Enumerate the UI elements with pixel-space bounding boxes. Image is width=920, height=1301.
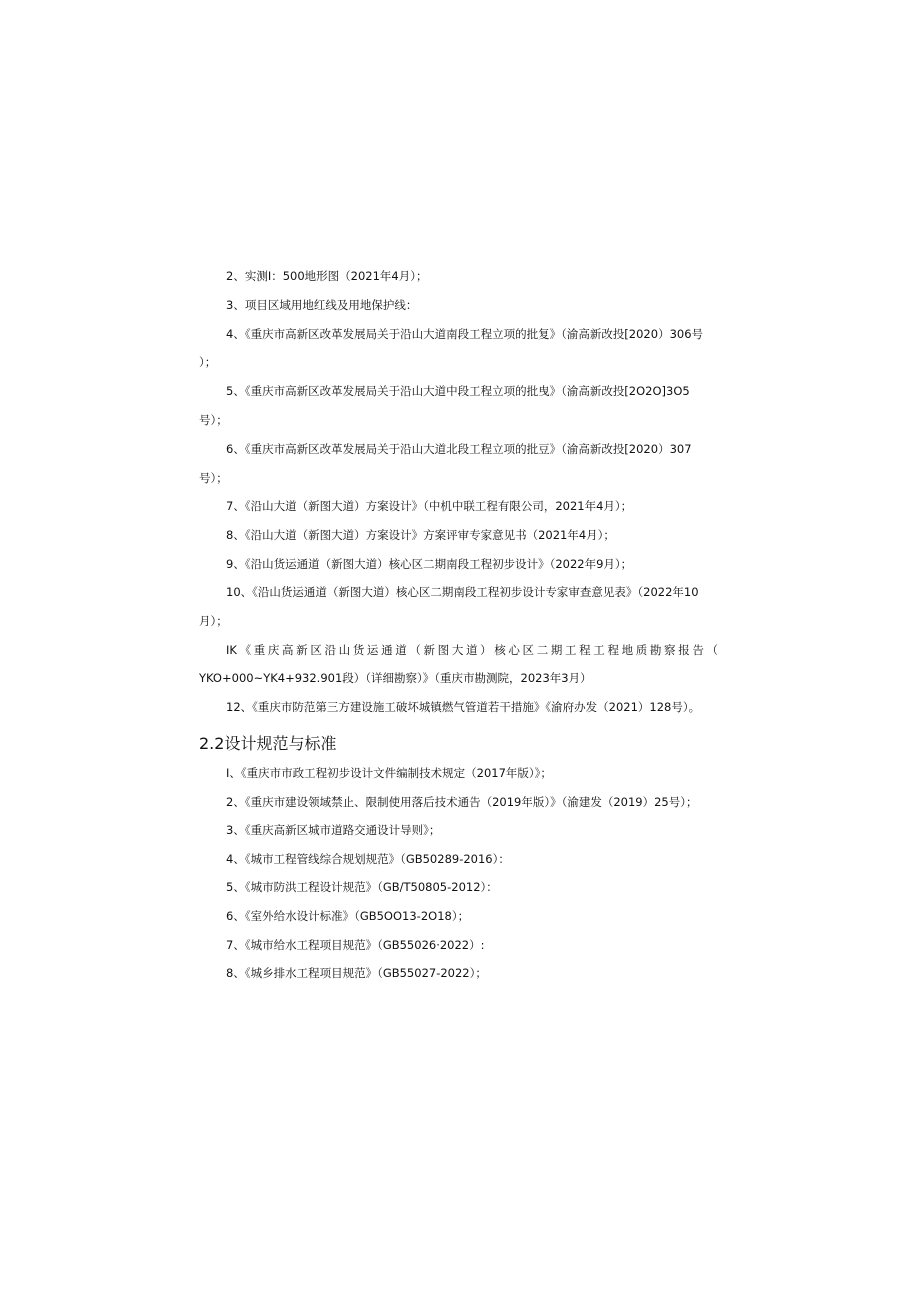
standard-item-1: I、《重庆市市政工程初步设计文件编制技术规定（2017年版）》； bbox=[226, 766, 552, 780]
standard-item-5: 5、《城市防洪工程设计规范》（GB/T50805-2012）： bbox=[226, 880, 498, 894]
standard-item-6: 6、《室外给水设计标准》（GB5OO13-2O18）； bbox=[226, 909, 470, 923]
standard-item-7: 7、《城市给水工程项目规范》（GB55026·2022）: bbox=[226, 938, 485, 952]
standard-item-2: 2、《重庆市建设领域禁止、限制使用落后技术通告（2019年版）》（渝建发（2019）25号）； bbox=[226, 795, 698, 809]
reference-item-4: 4、《重庆市高新区改革发展局关于沿山大道南段工程立项的批复》（渝高新改投[2020）306号 bbox=[226, 327, 704, 341]
reference-item-7: 7、《沿山大道（新图大道）方案设计》（中机中联工程有限公司，2021年4月）； bbox=[226, 499, 633, 513]
reference-item-5: 5、《重庆市高新区改革发展局关于沿山大道中段工程立项的批曳》（渝高新改投[2O2O]3O5 bbox=[226, 384, 690, 398]
reference-item-11-cont: YKO+000~YK4+932.901段）（详细勘察）》（重庆市勘测院，2023年3月） bbox=[199, 671, 592, 685]
standard-item-3: 3、《重庆高新区城市道路交通设计导则》； bbox=[226, 823, 441, 837]
reference-item-11: IK《重庆高新区沿山货运通道（新图大道）核心区二期工程工程地质勘察报告（ bbox=[226, 643, 718, 657]
reference-item-2: 2、实测I：500地形图（2021年4月）； bbox=[226, 269, 428, 283]
reference-item-4-cont: ）； bbox=[199, 355, 217, 369]
section-heading: 2.2设计规范与标准 bbox=[199, 734, 337, 753]
standard-item-4: 4、《城市工程管线综合规划规范》（GB50289-2016）： bbox=[226, 852, 510, 866]
standard-item-8: 8、《城乡排水工程项目规范》（GB55027-2022）； bbox=[226, 966, 487, 980]
reference-item-9: 9、《沿山货运通道（新图大道）核心区二期南段工程初步设计》（2022年9月）； bbox=[226, 557, 633, 571]
reference-item-5-cont: 号）； bbox=[199, 413, 228, 427]
reference-item-8: 8、《沿山大道（新图大道）方案设计》方案评审专家意见书（2021年4月）； bbox=[226, 528, 615, 542]
reference-item-10-cont: 月）； bbox=[199, 614, 228, 628]
reference-item-6: 6、《重庆市高新区改革发展局关于沿山大道北段工程立项的批豆》（渝高新改投[2020）307 bbox=[226, 442, 692, 456]
reference-item-6-cont: 号）； bbox=[199, 471, 228, 485]
reference-item-10: 10、《沿山货运通道（新图大道）核心区二期南段工程初步设计专家审查意见表》（2022年10 bbox=[226, 585, 699, 599]
reference-item-12: 12、《重庆市防范第三方建设施工破坏城镇燃气管道若干措施》《渝府办发（2021）128号）。 bbox=[226, 700, 701, 714]
reference-item-3: 3、项目区域用地红线及用地保护线： bbox=[226, 298, 418, 312]
